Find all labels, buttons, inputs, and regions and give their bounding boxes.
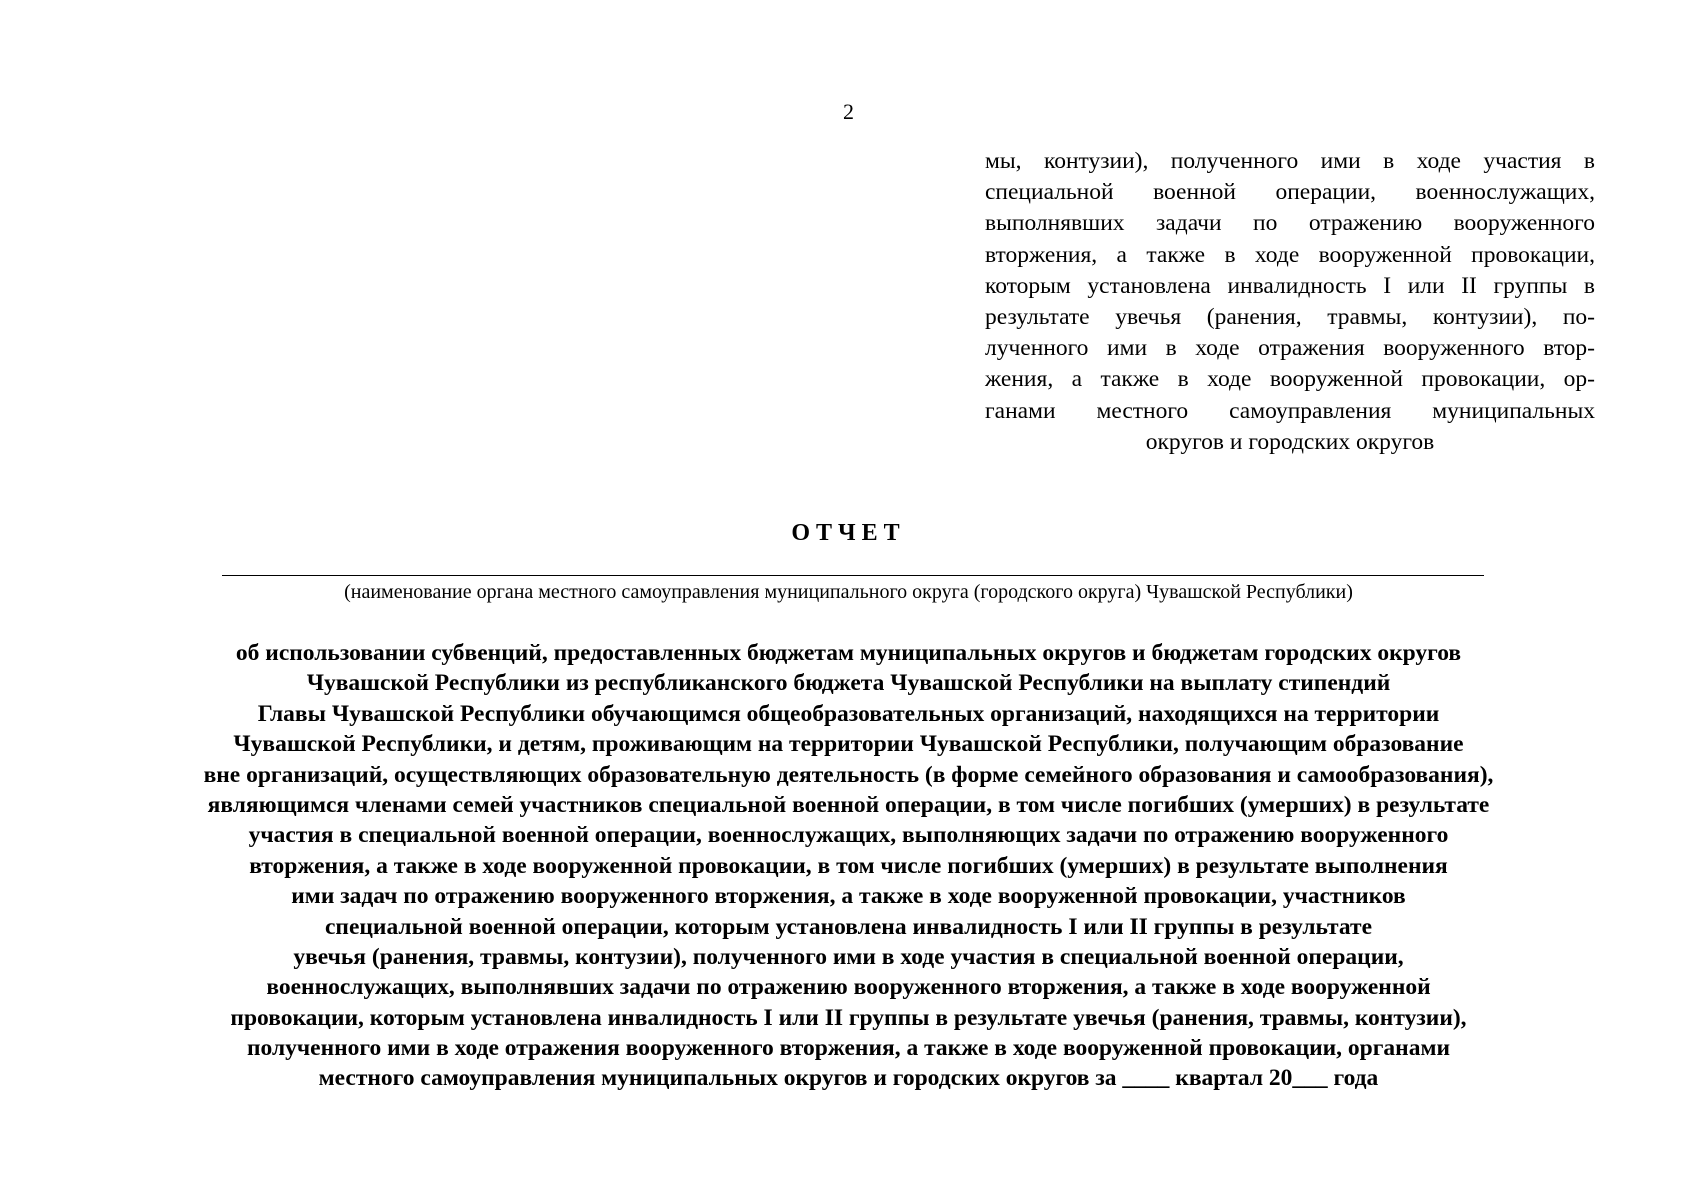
report-subject-line: Главы Чувашской Республики обучающимся общеобразовательных организаций, находящихся на территории bbox=[257, 700, 1440, 727]
report-subject-line: военнослужащих, выполнявших задачи по отражению вооруженного вторжения, а также в ходе вооруженной bbox=[266, 974, 1431, 1001]
header-line: жения, а также в ходе вооруженной провокации, ор- bbox=[985, 366, 1595, 393]
report-title: ОТЧЕТ bbox=[791, 520, 906, 546]
report-subject-line: об использовании субвенций, предоставленных бюджетам муниципальных округов и бюджетам городских округов bbox=[235, 640, 1462, 666]
report-subject bbox=[60, 638, 1637, 1094]
report-subject-line: местного самоуправления муниципальных округов и городских округов за ____ квартал 20___ года bbox=[318, 1065, 1379, 1092]
report-subject-line: являющимся членами семей участников специальной военной операции, в том числе погибших (умерших) в результате bbox=[207, 791, 1490, 818]
report-subject-line: специальной военной операции, которым установлена инвалидность I или II группы в результате bbox=[324, 913, 1373, 940]
header-line: которым установлена инвалидность I или II группы в bbox=[985, 272, 1595, 299]
report-subject-line: полученного ими в ходе отражения вооруженного вторжения, а также в ходе вооруженной провокации, органами bbox=[246, 1035, 1451, 1062]
header-line: выполнявших задачи по отражению вооруженного bbox=[985, 210, 1595, 237]
header-line: ганами местного самоуправления муниципальных bbox=[985, 397, 1595, 424]
header-line: специальной военной операции, военнослужащих, bbox=[985, 179, 1595, 206]
report-subject-line: вне организаций, осуществляющих образовательную деятельность (в форме семейного образования и самообразования), bbox=[203, 761, 1494, 788]
report-subject-line: провокации, которым установлена инвалидность I или II группы в результате увечья (ранения, травмы, контузии), bbox=[230, 1004, 1467, 1031]
header-continuation bbox=[985, 146, 1595, 458]
report-subject-line: вторжения, а также в ходе вооруженной провокации, в том числе погибших (умерших) в результате выполнения bbox=[249, 852, 1448, 879]
header-line: лученного ими в ходе отражения вооруженного втор- bbox=[985, 335, 1595, 362]
header-line: результате увечья (ранения, травмы, контузии), по- bbox=[985, 303, 1595, 330]
report-subject-line: ими задач по отражению вооруженного вторжения, а также в ходе вооруженной провокации, участников bbox=[291, 883, 1406, 910]
header-line: округов и городских округов bbox=[1145, 428, 1435, 455]
organization-name-line bbox=[222, 575, 1484, 576]
page-number: 2 bbox=[843, 99, 854, 124]
report-subject-line: увечья (ранения, травмы, контузии), полученного ими в ходе участия в специальной военной операции, bbox=[293, 943, 1404, 970]
header-line: вторжения, а также в ходе вооруженной провокации, bbox=[985, 241, 1595, 268]
header-line: мы, контузии), полученного ими в ходе участия в bbox=[985, 148, 1595, 174]
report-subject-line: Чувашской Республики из республиканского бюджета Чувашской Республики на выплату стипендий bbox=[306, 670, 1391, 697]
report-subject-line: Чувашской Республики, и детям, проживающим на территории Чувашской Республики, получающим образование bbox=[233, 731, 1464, 758]
report-subject-line: участия в специальной военной операции, военнослужащих, выполняющих задачи по отражению вооруженного bbox=[248, 822, 1449, 849]
organization-name-caption: (наименование органа местного самоуправления муниципального округа (городского округа) Чувашской Республики) bbox=[344, 581, 1353, 603]
